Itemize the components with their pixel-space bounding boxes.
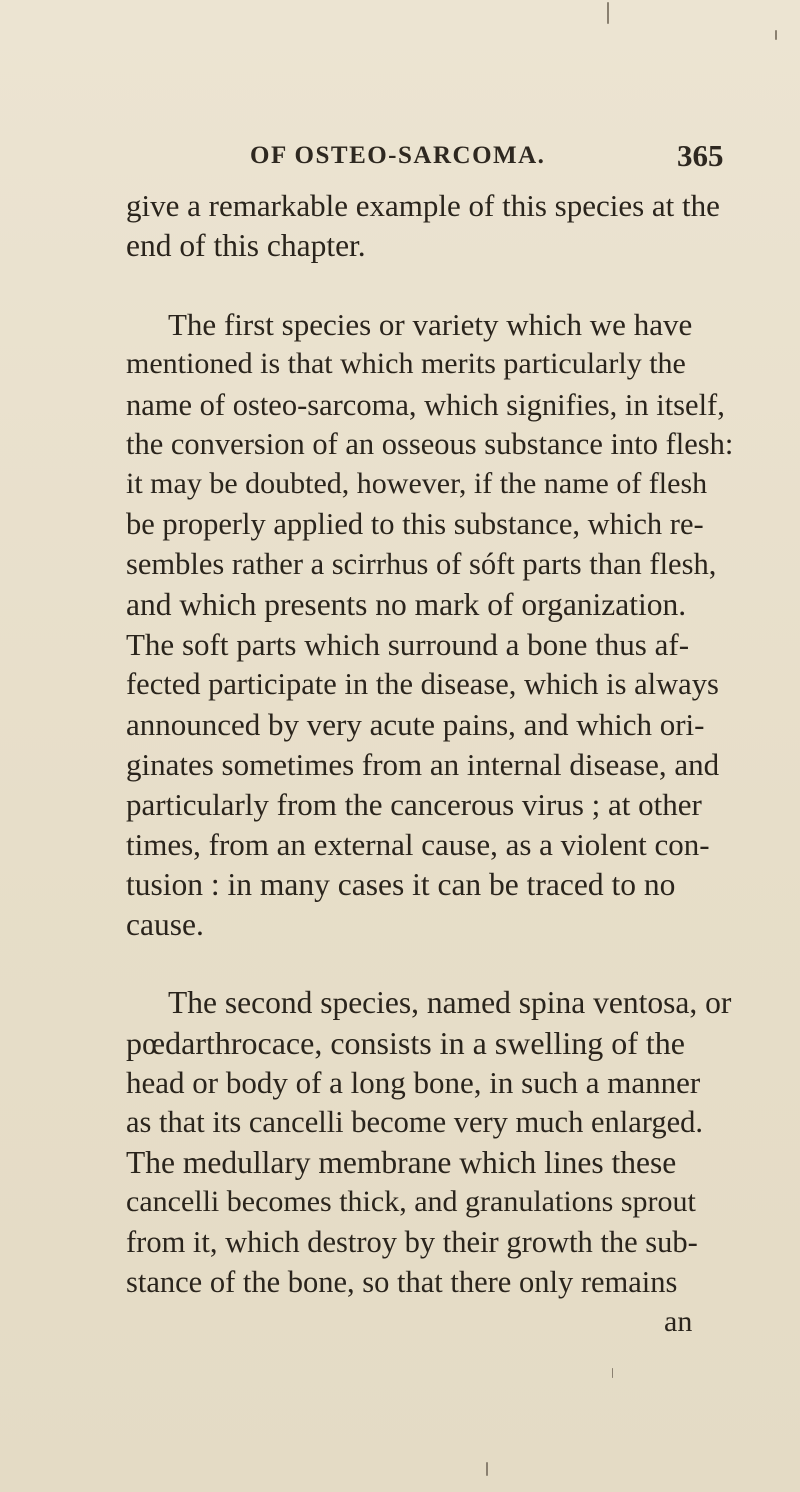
text-line: head or body of a long bone, in such a manner xyxy=(126,1065,701,1100)
text-line: and which presents no mark of organization. xyxy=(126,587,687,622)
text-line: times, from an external cause, as a violent con- xyxy=(126,827,710,862)
text-line: particularly from the cancerous virus ; at other xyxy=(126,787,702,822)
text-line: The medullary membrane which lines these xyxy=(126,1145,677,1180)
paper-speck xyxy=(607,2,609,24)
text-line: The first species or variety which we have xyxy=(168,307,693,342)
text-line: as that its cancelli become very much enlarged. xyxy=(126,1105,704,1139)
text-line: be properly applied to this substance, which re- xyxy=(126,507,704,541)
page-number: 365 xyxy=(677,138,724,173)
paper-speck xyxy=(612,1368,613,1378)
text-line: end of this chapter. xyxy=(126,228,366,263)
paper-speck xyxy=(486,1462,488,1476)
text-line: cancelli becomes thick, and granulations sprout xyxy=(126,1185,696,1218)
text-line: fected participate in the disease, which is always xyxy=(126,667,719,701)
catchword: an xyxy=(664,1305,693,1338)
text-line: The second species, named spina ventosa, or xyxy=(168,985,732,1020)
text-line: mentioned is that which merits particularly the xyxy=(126,347,686,380)
text-line: from it, which destroy by their growth the sub- xyxy=(126,1225,698,1259)
text-line: announced by very acute pains, and which ori- xyxy=(126,707,705,742)
text-line: tusion : in many cases it can be traced to no xyxy=(126,867,676,902)
text-line: ginates sometimes from an internal disease, and xyxy=(126,747,720,782)
paper-speck xyxy=(775,30,777,40)
text-line: sembles rather a scirrhus of sóft parts than flesh, xyxy=(126,547,717,581)
running-head: OF OSTEO-SARCOMA. xyxy=(250,142,546,169)
text-line: pœdarthrocace, consists in a swelling of the xyxy=(126,1025,685,1061)
text-line: The soft parts which surround a bone thus af- xyxy=(126,627,690,662)
text-line: the conversion of an osseous substance into flesh: xyxy=(126,427,734,461)
text-line: cause. xyxy=(126,907,204,942)
text-line: name of osteo-sarcoma, which signifies, in itself, xyxy=(126,388,725,422)
text-line: stance of the bone, so that there only remains xyxy=(126,1265,678,1299)
text-line: it may be doubted, however, if the name of flesh xyxy=(126,467,708,500)
text-line: give a remarkable example of this species at the xyxy=(126,188,720,223)
